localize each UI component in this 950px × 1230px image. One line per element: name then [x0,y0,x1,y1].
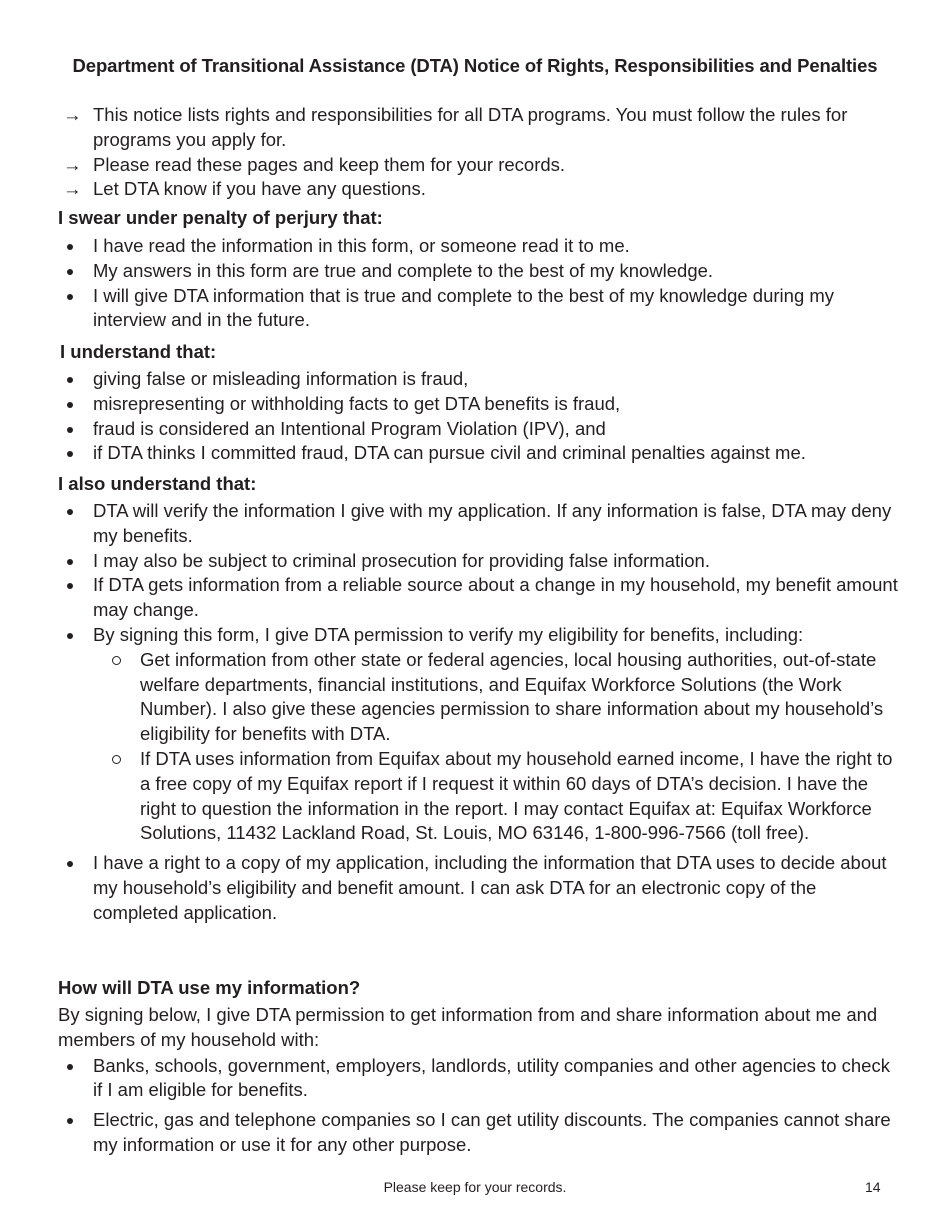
list-item-text: if DTA thinks I committed fraud, DTA can pursue civil and criminal penalties against me. [93,442,806,464]
list-item [58,499,898,549]
list-item [58,392,898,417]
intro-item [58,153,898,178]
circle-bullet-icon [112,755,121,764]
sub-list-item [58,747,898,846]
swear-heading: I swear under penalty of perjury that: [58,207,383,228]
list-item-text: giving false or misleading information is fraud, [93,368,469,389]
use-intro: By signing below, I give DTA permission to get information from and share information about me and members of my household with: [58,1004,878,1050]
list-item [58,367,898,392]
understand-section [60,340,898,364]
use-heading: How will DTA use my information? [58,977,361,998]
list-item [58,1054,898,1104]
page-number: 14 [865,1179,881,1195]
understand-heading: I understand that: [60,341,217,362]
also-heading: I also understand that: [58,473,257,494]
intro-item [58,103,898,153]
sub-list-item [58,648,898,747]
list-item-text: I have a right to a copy of my application, including the information that DTA uses to decide about my household’s eligibility and benefit amount. I can ask DTA for an electronic copy of the completed application. [93,852,887,923]
list-item-text: DTA will verify the information I give with my application. If any information is false, DTA may deny my benefits. [93,500,892,546]
intro-text: Let DTA know if you have any questions. [93,178,426,200]
use-section [58,976,898,1158]
list-item [58,259,898,284]
intro-text: This notice lists rights and responsibilities for all DTA programs. You must follow the rules for programs you apply for. [93,104,848,150]
list-item [58,441,898,466]
intro-item [58,177,898,202]
swear-section [58,206,898,333]
list-item-text: I may also be subject to criminal prosecution for providing false information. [93,549,710,571]
arrow-right-icon: → [63,104,82,125]
understand-list [58,367,898,466]
sub-list-item-text: If DTA uses information from Equifax about my household earned income, I have the right to a free copy of my Equifax report if I request it within 60 days of DTA’s decision. I have the right to question the information in the report. I may contact Equifax at: Equifax Workforce Solutions, 11432 Lackland Road, St. Louis, MO 63146, 1-800-996-7566 (toll free). [140,747,893,844]
page-title: Department of Transitional Assistance (DTA) Notice of Rights, Responsibilities and Penalties [72,55,878,76]
list-item-text: By signing this form, I give DTA permission to verify my eligibility for benefits, including: [93,623,804,645]
list-item-text: If DTA gets information from a reliable source about a change in my household, my benefit amount may change. [93,574,898,621]
arrow-right-icon: → [63,178,82,200]
list-item-text: My answers in this form are true and complete to the best of my knowledge. [93,259,714,281]
circle-bullet-icon [112,656,121,665]
list-item-text: Electric, gas and telephone companies so I can get utility discounts. The companies cannot share my information or use it for any other purpose. [93,1109,891,1155]
also-section [58,472,898,926]
list-item [58,1108,898,1158]
list-item [58,234,898,259]
arrow-right-icon: → [63,153,82,175]
list-item [58,549,898,574]
intro-text: Please read these pages and keep them for your records. [93,153,566,175]
sub-list-item-text: Get information from other state or federal agencies, local housing authorities, out-of-state welfare departments, financial institutions, and Equifax Workforce Solutions (the Work Number). I also give these agencies permission to share information about my household’s eligibility for benefits with DTA. [140,648,884,745]
list-item [58,851,898,925]
list-item [58,623,898,648]
list-item [58,284,898,334]
list-item [58,573,898,623]
list-item-text: I will give DTA information that is true and complete to the best of my knowledge during my interview and in the future. [93,284,835,331]
list-item-text: Banks, schools, government, employers, landlords, utility companies and other agencies to check if I am eligible for benefits. [93,1054,890,1101]
list-item-text: fraud is considered an Intentional Program Violation (IPV), and [93,417,606,439]
list-item-text: I have read the information in this form, or someone read it to me. [93,235,630,256]
list-item [58,417,898,442]
intro-list [58,103,898,202]
list-item-text: misrepresenting or withholding facts to get DTA benefits is fraud, [93,392,621,414]
footer-note: Please keep for your records. [383,1179,567,1195]
